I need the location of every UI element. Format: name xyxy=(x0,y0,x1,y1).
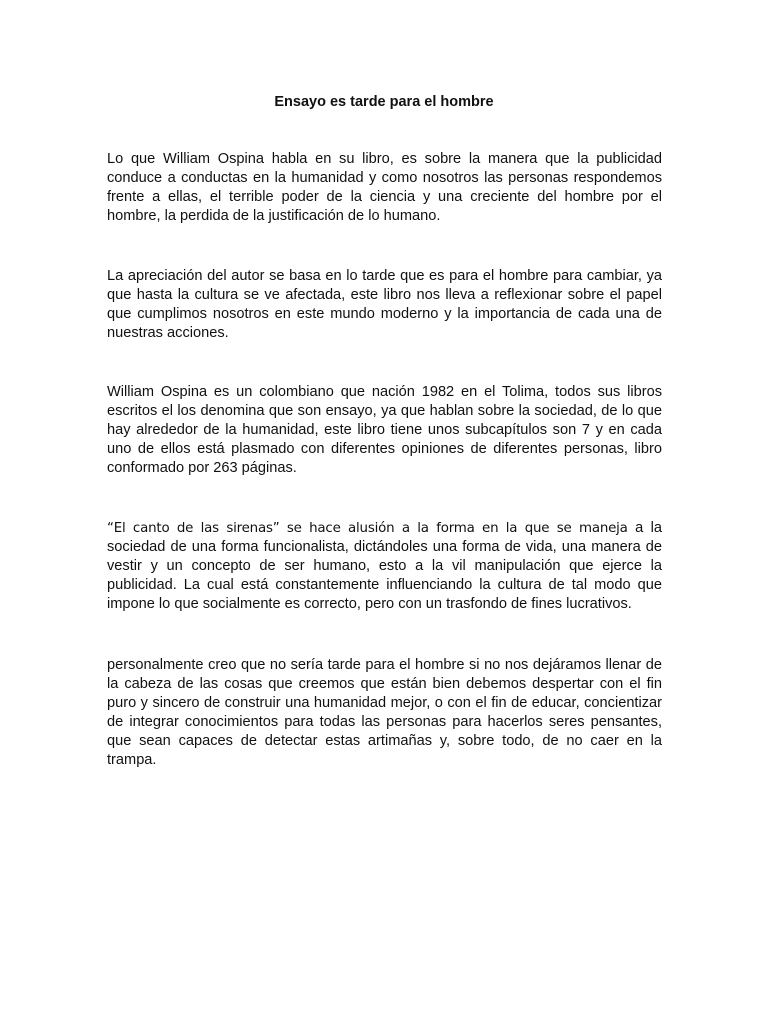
paragraph-2: La apreciación del autor se basa en lo tarde que es para el hombre para cambiar, ya que hasta la cultura se ve afectada, este libro nos lleva a reflexionar sobre el papel que cumplimos nosotros en este mundo moderno y la importancia de cada una de nuestras acciones. xyxy=(107,268,662,341)
paragraph-1: Lo que William Ospina habla en su libro, es sobre la manera que la publicidad conduce a conductas en la humanidad y como nosotros las personas respondemos frente a ellas, el terrible poder de la ciencia y una creciente del hombre por el hombre, la perdida de la justificación de lo humano. xyxy=(107,151,662,224)
paragraph-4 xyxy=(107,519,662,614)
paragraph-5: personalmente creo que no sería tarde para el hombre si no nos dejáramos llenar de la cabeza de las cosas que creemos que están bien debemos despertar con el fin puro y sincero de construir una humanidad mejor, o con el fin de educar, concientizar de integrar conocimientos para todas las personas para hacerlos seres pensantes, que sean capaces de detectar estas artimañas y, sobre todo, de no caer en la trampa. xyxy=(107,657,662,768)
paragraph-4-rest: a la sociedad de una forma funcionalista, dictándoles una forma de vida, una manera de vestir y un concepto de ser humano, esto a la vil manipulación que ejerce la publicidad. La cual está constantemente influenciando la cultura de tal modo que impone lo que socialmente es correcto, pero con un trasfondo de fines lucrativos. xyxy=(107,520,662,612)
paragraph-3: William Ospina es un colombiano que nación 1982 en el Tolima, todos sus libros escritos el los denomina que son ensayo, ya que hablan sobre la sociedad, de lo que hay alrededor de la humanidad, este libro tiene unos subcapítulos son 7 y en cada uno de ellos está plasmado con diferentes opiniones de diferentes personas, libro conformado por 263 páginas. xyxy=(107,384,662,476)
paragraph-4-lead: “El canto de las sirenas” se hace alusión a la forma en la que se maneja xyxy=(107,521,628,536)
document-title: Ensayo es tarde para el hombre xyxy=(274,94,494,110)
